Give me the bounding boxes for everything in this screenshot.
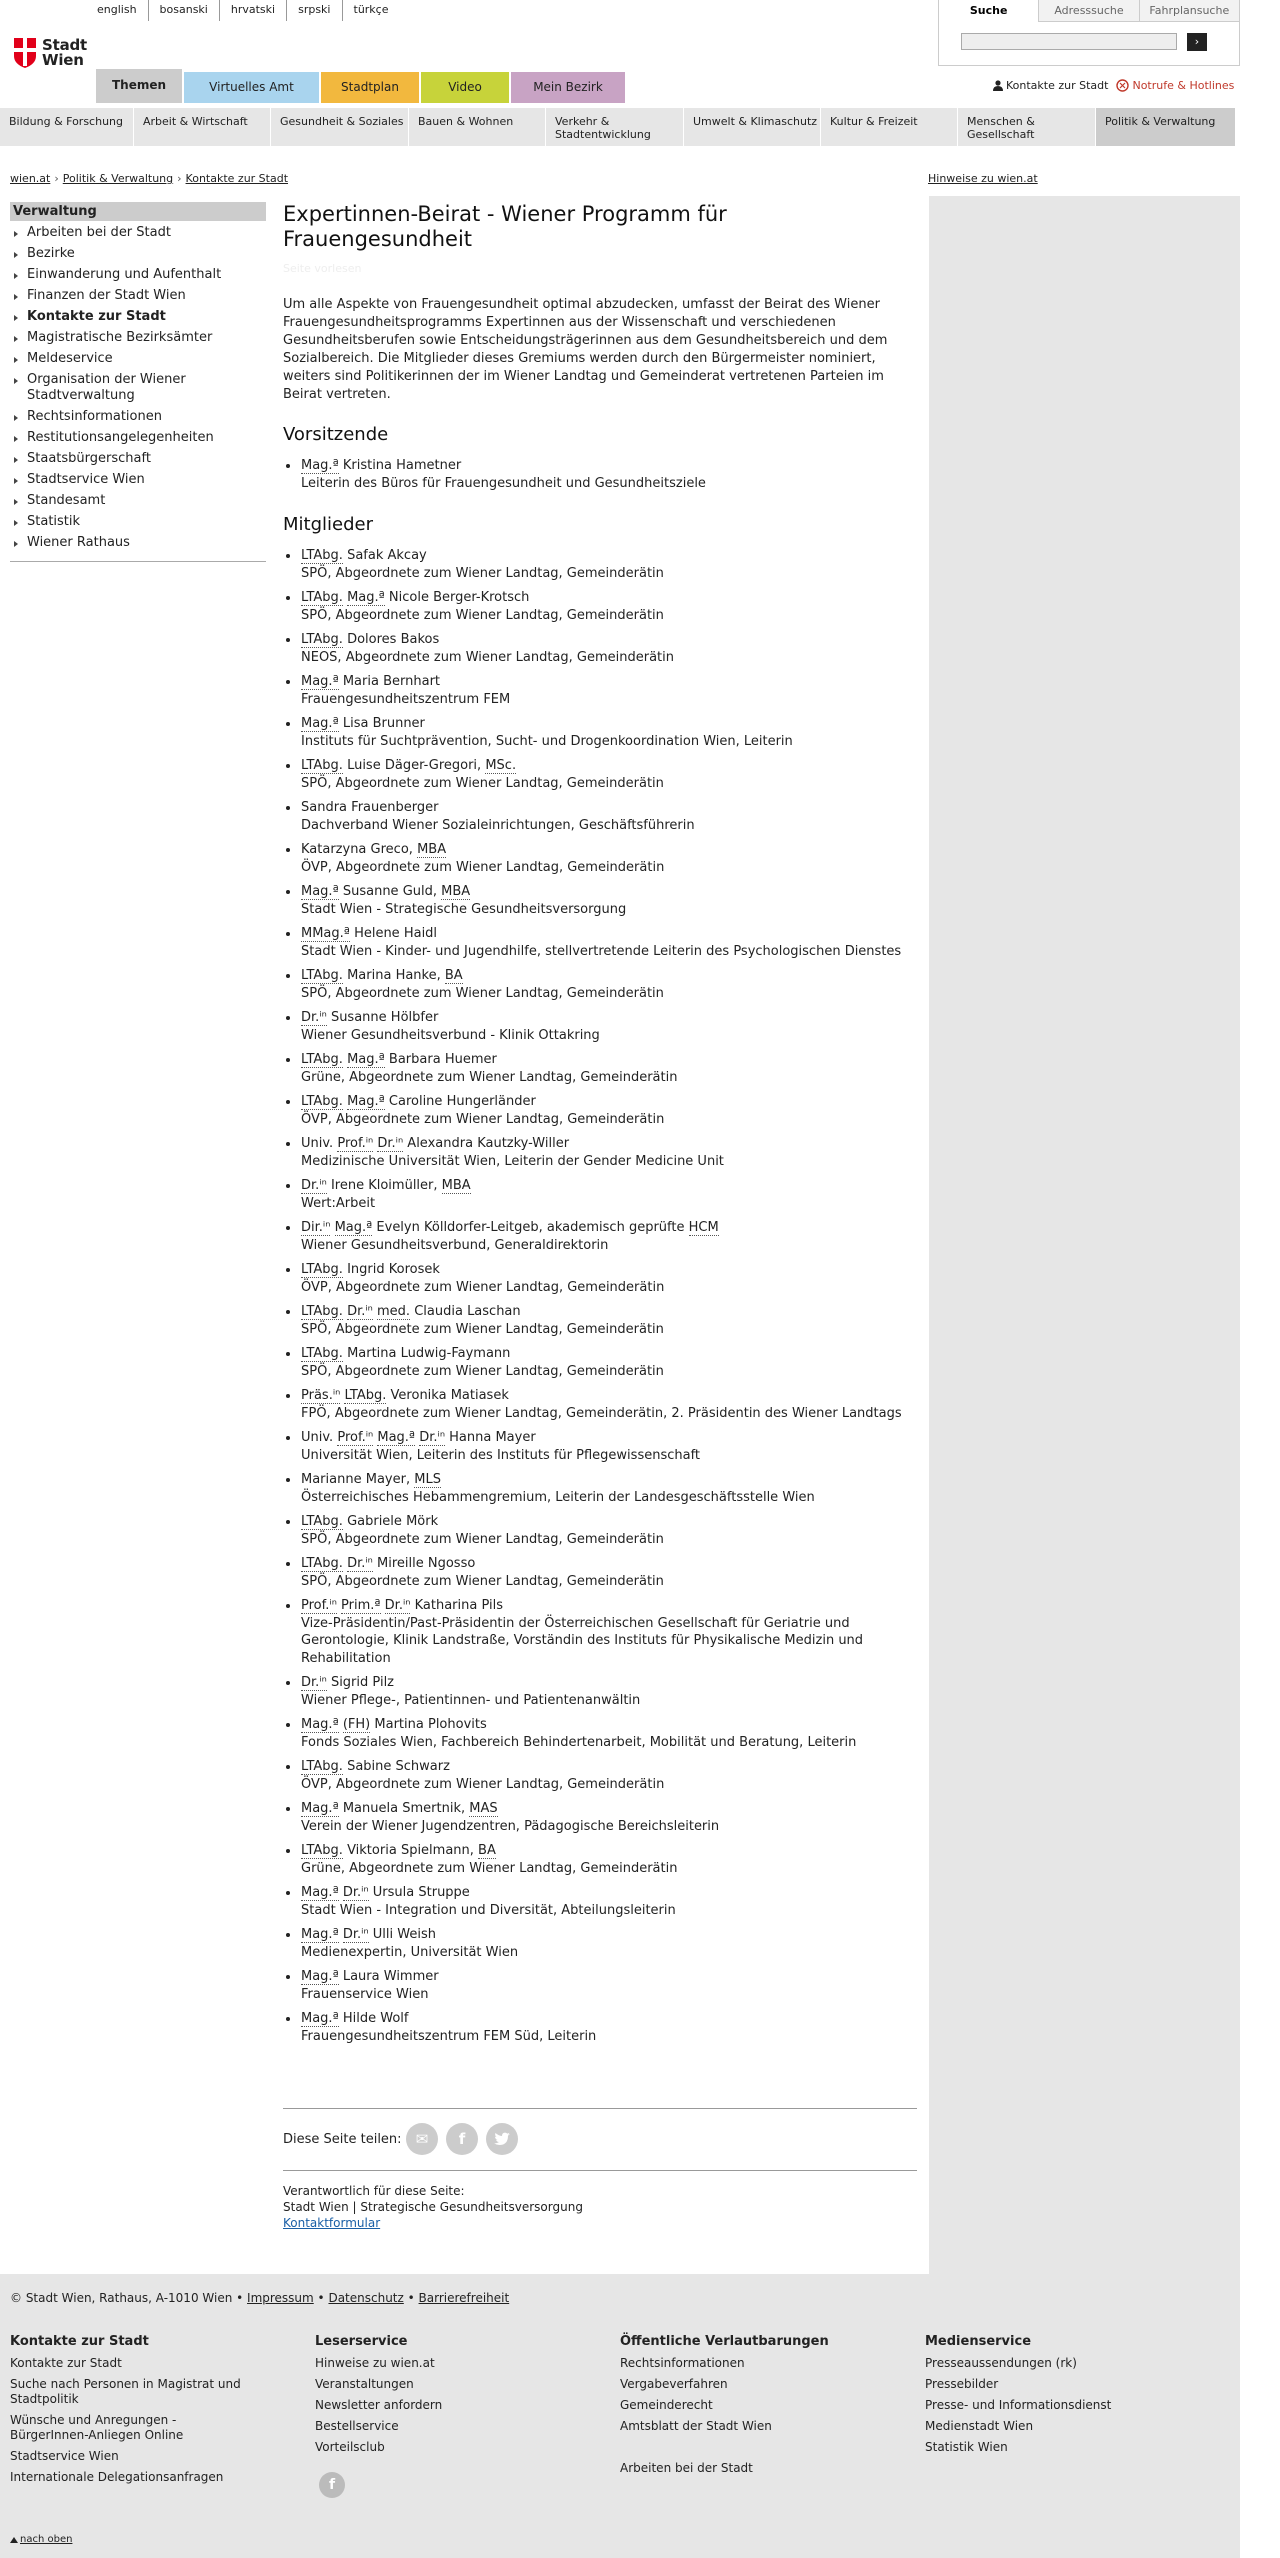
person-item xyxy=(283,1051,917,1086)
person-role: SPÖ, Abgeordnete zum Wiener Landtag, Gemeinderätin xyxy=(301,1321,664,1337)
facebook-icon[interactable]: f xyxy=(319,2472,345,2498)
person-name: LTAbg. Ingrid Korosek xyxy=(301,1262,440,1277)
share-section xyxy=(283,2108,917,2168)
person-item xyxy=(283,967,917,1002)
twitter-share-icon[interactable] xyxy=(486,2123,518,2155)
person-name: Katarzyna Greco, MBA xyxy=(301,842,447,857)
footer-col-medienservice xyxy=(925,2331,1185,2461)
sidebar-item[interactable]: Finanzen der Stadt Wien xyxy=(10,286,266,307)
read-aloud-link[interactable]: Seite vorlesen xyxy=(283,262,362,275)
person-name: Mag.ª Laura Wimmer xyxy=(301,1969,439,1984)
main-content xyxy=(283,202,917,2052)
person-name: Marianne Mayer, MLS xyxy=(301,1472,441,1487)
person-name: Mag.ª Dr.ⁱⁿ Ulli Weish xyxy=(301,1927,436,1942)
footer-link[interactable]: Rechtsinformationen xyxy=(620,2356,745,2370)
hinweise-link[interactable]: Hinweise zu wien.at xyxy=(928,172,1038,185)
sidebar-nav xyxy=(10,202,266,562)
footer-link[interactable]: Presse- und Informationsdienst xyxy=(925,2398,1112,2412)
breadcrumb-item[interactable]: Politik & Verwaltung xyxy=(62,172,174,185)
footer-col-verlautbarungen xyxy=(620,2331,880,2482)
arrow-up-icon xyxy=(10,2537,18,2543)
person-name: LTAbg. Mag.ª Nicole Berger-Krotsch xyxy=(301,590,530,605)
back-to-top-link[interactable] xyxy=(10,2534,72,2545)
tab-video[interactable]: Video xyxy=(421,72,509,103)
person-item xyxy=(283,841,917,876)
vienna-shield-icon xyxy=(14,38,36,68)
person-icon xyxy=(993,80,1003,91)
person-item xyxy=(283,589,917,624)
responsible-value: Stadt Wien | Strategische Gesundheitsversorgung xyxy=(283,2200,583,2214)
person-name: Mag.ª Manuela Smertnik, MAS xyxy=(301,1801,498,1816)
top-links xyxy=(985,79,1234,92)
person-item xyxy=(283,1716,917,1751)
person-role: SPÖ, Abgeordnete zum Wiener Landtag, Gemeinderätin xyxy=(301,775,664,791)
person-role: Medienexpertin, Universität Wien xyxy=(301,1944,519,1960)
person-item xyxy=(283,1261,917,1296)
tab-stadtplan[interactable]: Stadtplan xyxy=(321,72,419,103)
person-item xyxy=(283,1135,917,1170)
person-role: SPÖ, Abgeordnete zum Wiener Landtag, Gemeinderätin xyxy=(301,607,664,623)
category-politik[interactable]: Politik & Verwaltung xyxy=(1096,108,1236,146)
person-role: ÖVP, Abgeordnete zum Wiener Landtag, Gemeinderätin xyxy=(301,1776,665,1792)
sidebar-item[interactable]: Kontakte zur Stadt xyxy=(10,307,266,328)
tab-virtuelles-amt[interactable]: Virtuelles Amt xyxy=(184,72,319,103)
person-role: Stadt Wien - Kinder- und Jugendhilfe, stellvertretende Leiterin des Psychologischen Dienstes xyxy=(301,943,902,959)
footer-link[interactable]: Newsletter anfordern xyxy=(315,2398,443,2412)
category-arbeit[interactable]: Arbeit & Wirtschaft xyxy=(134,108,271,146)
person-name: LTAbg. Dr.ⁱⁿ Mireille Ngosso xyxy=(301,1556,476,1571)
person-name: LTAbg. Luise Däger-Gregori, MSc. xyxy=(301,758,517,773)
person-name: Prof.ⁱⁿ Prim.ª Dr.ⁱⁿ Katharina Pils xyxy=(301,1598,504,1613)
person-name: LTAbg. Sabine Schwarz xyxy=(301,1759,450,1774)
footer-link[interactable]: Arbeiten bei der Stadt xyxy=(620,2461,753,2475)
category-menschen[interactable]: Menschen & Gesellschaft xyxy=(958,108,1096,146)
facebook-share-icon[interactable]: f xyxy=(446,2123,478,2155)
person-item xyxy=(283,457,917,492)
person-role: Fonds Soziales Wien, Fachbereich Behindertenarbeit, Mobilität und Beratung, Leiterin xyxy=(301,1734,857,1750)
sidebar-item[interactable]: Statistik xyxy=(10,512,266,533)
category-nav xyxy=(0,108,1236,146)
copyright-text: © Stadt Wien, Rathaus, A-1010 Wien • xyxy=(10,2291,244,2305)
category-gesundheit[interactable]: Gesundheit & Soziales xyxy=(271,108,409,146)
sidebar-item[interactable]: Standesamt xyxy=(10,491,266,512)
footer-col-title: Leserservice xyxy=(315,2334,408,2349)
person-name: LTAbg. Gabriele Mörk xyxy=(301,1514,439,1529)
person-name: LTAbg. Mag.ª Caroline Hungerländer xyxy=(301,1094,536,1109)
footer-link[interactable]: Vergabeverfahren xyxy=(620,2377,728,2391)
sidebar-item[interactable]: Meldeservice xyxy=(10,349,266,370)
sidebar-item[interactable]: Stadtservice Wien xyxy=(10,470,266,491)
sidebar-item[interactable]: Arbeiten bei der Stadt xyxy=(10,223,266,244)
footer-link[interactable]: Kontakte zur Stadt xyxy=(10,2356,122,2370)
person-name: Univ. Prof.ⁱⁿ Dr.ⁱⁿ Alexandra Kautzky-Willer xyxy=(301,1136,570,1151)
category-bildung[interactable]: Bildung & Forschung xyxy=(0,108,134,146)
person-role: FPÖ, Abgeordnete zum Wiener Landtag, Gemeinderätin, 2. Präsidentin des Wiener Landtags xyxy=(301,1405,902,1421)
person-role: Stadt Wien - Strategische Gesundheitsversorgung xyxy=(301,901,627,917)
sidebar-item[interactable]: Magistratische Bezirksämter xyxy=(10,328,266,349)
barrierefreiheit-link[interactable]: Barrierefreiheit xyxy=(418,2291,510,2305)
person-role: SPÖ, Abgeordnete zum Wiener Landtag, Gemeinderätin xyxy=(301,1573,664,1589)
person-item xyxy=(283,1555,917,1590)
footer-link[interactable]: Presseaussendungen (rk) xyxy=(925,2356,1077,2370)
person-name: LTAbg. Dr.ⁱⁿ med. Claudia Laschan xyxy=(301,1304,521,1319)
footer-link[interactable]: Gemeinderecht xyxy=(620,2398,713,2412)
person-name: Sandra Frauenberger xyxy=(301,800,439,815)
vorsitz-heading: Vorsitzende xyxy=(283,424,389,445)
tab-mein-bezirk[interactable]: Mein Bezirk xyxy=(511,72,625,103)
sidebar-item[interactable]: Restitutionsangelegenheiten xyxy=(10,428,266,449)
search-input[interactable] xyxy=(961,33,1177,50)
person-role: Grüne, Abgeordnete zum Wiener Landtag, Gemeinderätin xyxy=(301,1860,678,1876)
person-name: Dr.ⁱⁿ Irene Kloimüller, MBA xyxy=(301,1178,471,1193)
logo-text-line2: Wien xyxy=(42,51,84,69)
person-role: Frauenservice Wien xyxy=(301,1986,429,2002)
person-role: ÖVP, Abgeordnete zum Wiener Landtag, Gemeinderätin xyxy=(301,859,665,875)
person-item xyxy=(283,1968,917,2003)
person-name: Mag.ª Dr.ⁱⁿ Ursula Struppe xyxy=(301,1885,470,1900)
person-name: Univ. Prof.ⁱⁿ Mag.ª Dr.ⁱⁿ Hanna Mayer xyxy=(301,1430,536,1445)
mitglieder-list xyxy=(283,547,917,2045)
breadcrumb xyxy=(10,172,288,185)
person-name: Dr.ⁱⁿ Susanne Hölbfer xyxy=(301,1010,439,1025)
footer-link[interactable]: Internationale Delegationsanfragen xyxy=(10,2470,224,2484)
notrufe-link[interactable] xyxy=(1116,79,1234,92)
person-role: Verein der Wiener Jugendzentren, Pädagogische Bereichsleiterin xyxy=(301,1818,720,1834)
footer-col-title: Medienservice xyxy=(925,2334,1032,2349)
footer-col-leserservice xyxy=(315,2331,555,2461)
footer-link xyxy=(620,2440,880,2455)
person-name: LTAbg. Mag.ª Barbara Huemer xyxy=(301,1052,497,1067)
person-item xyxy=(283,1758,917,1793)
search-tab-fahrplansuche[interactable]: Fahrplansuche xyxy=(1139,0,1239,22)
breadcrumb-item[interactable]: wien.at xyxy=(10,172,51,185)
person-item xyxy=(283,1387,917,1422)
intro-text: Um alle Aspekte von Frauengesundheit optimal abzudecken, umfasst der Beirat des Wiener Frauengesundheitsprogramms Expertinnen aus der Wissenschaft und verschiedenen Gesundheitsberufen sowie Entscheidungsträgerinnen aus dem Gesundheitsbereich und dem Sozialbereich. Die Mitglieder dieses Gremiums werden durch den Bürgermeister nominiert, weiters sind Politikerinnen der im Wiener Landtag und Gemeinderat vertretenen Parteien im Beirat vertreten. xyxy=(283,297,888,402)
sidebar-item[interactable]: Bezirke xyxy=(10,244,266,265)
person-item xyxy=(283,1219,917,1254)
person-name: LTAbg. Safak Akcay xyxy=(301,548,427,563)
person-role: SPÖ, Abgeordnete zum Wiener Landtag, Gemeinderätin xyxy=(301,565,664,581)
vorsitz-list xyxy=(283,457,917,492)
person-role: Instituts für Suchtprävention, Sucht- und Drogenkoordination Wien, Leiterin xyxy=(301,733,793,749)
sidebar-item[interactable]: Wiener Rathaus xyxy=(10,533,266,554)
chevron-right-icon: › xyxy=(54,172,59,185)
footer-link[interactable]: Medienstadt Wien xyxy=(925,2419,1034,2433)
footer-link[interactable]: Statistik Wien xyxy=(925,2440,1008,2454)
footer-link[interactable]: Hinweise zu wien.at xyxy=(315,2356,435,2370)
lang-link[interactable]: bosanski xyxy=(149,0,220,21)
footer-link[interactable]: Stadtservice Wien xyxy=(10,2449,119,2463)
page-title: Expertinnen-Beirat - Wiener Programm für Frauengesundheit xyxy=(283,202,727,251)
person-role: Medizinische Universität Wien, Leiterin der Gender Medicine Unit xyxy=(301,1153,724,1169)
sidebar-item[interactable]: Einwanderung und Aufenthalt xyxy=(10,265,266,286)
person-item xyxy=(283,1884,917,1919)
sidebar-item[interactable]: Organisation der Wiener Stadtverwaltung xyxy=(10,370,266,407)
person-name: Dir.ⁱⁿ Mag.ª Evelyn Kölldorfer-Leitgeb, akademisch geprüfte HCM xyxy=(301,1220,719,1235)
person-item xyxy=(283,1345,917,1380)
person-role: Wiener Pflege-, Patientinnen- und Patientenanwältin xyxy=(301,1692,641,1708)
footer-col-title: Öffentliche Verlautbarungen xyxy=(620,2334,829,2349)
search-tab-adresssuche[interactable]: Adresssuche xyxy=(1038,0,1138,22)
datenschutz-link[interactable]: Datenschutz xyxy=(328,2291,404,2305)
person-role: NEOS, Abgeordnete zum Wiener Landtag, Gemeinderätin xyxy=(301,649,674,665)
search-box xyxy=(938,0,1240,66)
person-role: SPÖ, Abgeordnete zum Wiener Landtag, Gemeinderätin xyxy=(301,1363,664,1379)
person-item xyxy=(283,1800,917,1835)
footer-copyright: © Stadt Wien, Rathaus, A-1010 Wien • Impressum • Datenschutz • Barrierefreiheit xyxy=(10,2291,510,2305)
footer-link[interactable]: Vorteilsclub xyxy=(315,2440,385,2454)
person-name: MMag.ª Helene Haidl xyxy=(301,926,438,941)
back-to-top-label: nach oben xyxy=(20,2534,73,2545)
person-role: Universität Wien, Leiterin des Instituts für Pflegewissenschaft xyxy=(301,1447,701,1463)
person-role: Leiterin des Büros für Frauengesundheit und Gesundheitsziele xyxy=(301,475,706,491)
person-name: Mag.ª Susanne Guld, MBA xyxy=(301,884,471,899)
person-item xyxy=(283,631,917,666)
lang-link[interactable]: english xyxy=(86,0,149,21)
person-item xyxy=(283,1674,917,1709)
person-item xyxy=(283,673,917,708)
person-item xyxy=(283,1471,917,1506)
footer xyxy=(0,2274,1240,2558)
person-role: Stadt Wien - Integration und Diversität, Abteilungsleiterin xyxy=(301,1902,676,1918)
sidebar-item[interactable]: Rechtsinformationen xyxy=(10,407,266,428)
person-name: LTAbg. Marina Hanke, BA xyxy=(301,968,463,983)
share-label: Diese Seite teilen: xyxy=(283,2132,402,2147)
kontakte-link[interactable] xyxy=(993,79,1108,92)
person-item xyxy=(283,547,917,582)
person-name: Mag.ª Maria Bernhart xyxy=(301,674,441,689)
kontaktformular-link[interactable]: Kontaktformular xyxy=(283,2216,381,2230)
person-item xyxy=(283,1597,917,1667)
person-role: ÖVP, Abgeordnete zum Wiener Landtag, Gemeinderätin xyxy=(301,1279,665,1295)
lang-link[interactable]: srpski xyxy=(287,0,342,21)
person-name: Präs.ⁱⁿ LTAbg. Veronika Matiasek xyxy=(301,1388,509,1403)
person-item xyxy=(283,1429,917,1464)
person-role: Dachverband Wiener Sozialeinrichtungen, Geschäftsführerin xyxy=(301,817,695,833)
footer-link[interactable]: Pressebilder xyxy=(925,2377,999,2391)
notrufe-link-label: Notrufe & Hotlines xyxy=(1132,79,1235,92)
sidebar-item[interactable]: Staatsbürgerschaft xyxy=(10,449,266,470)
breadcrumb-item[interactable]: Kontakte zur Stadt xyxy=(185,172,289,185)
sidebar-list xyxy=(10,221,266,554)
category-kultur[interactable]: Kultur & Freizeit xyxy=(821,108,958,146)
person-name: Mag.ª (FH) Martina Plohovits xyxy=(301,1717,487,1732)
chevron-right-icon: › xyxy=(177,172,182,185)
logo-text-line1: Stadt xyxy=(42,36,88,54)
footer-col-title: Kontakte zur Stadt xyxy=(10,2334,149,2349)
person-item xyxy=(283,757,917,792)
category-verkehr[interactable]: Verkehr & Stadtentwicklung xyxy=(546,108,684,146)
emergency-icon xyxy=(1116,79,1129,92)
person-name: Mag.ª Hilde Wolf xyxy=(301,2011,409,2026)
sidebar-title: Verwaltung xyxy=(10,202,266,221)
sidebar-divider xyxy=(10,561,266,562)
person-item xyxy=(283,1177,917,1212)
footer-link[interactable]: Veranstaltungen xyxy=(315,2377,414,2391)
person-item xyxy=(283,883,917,918)
person-role: Österreichisches Hebammengremium, Leiterin der Landesgeschäftsstelle Wien xyxy=(301,1489,815,1505)
stadt-wien-logo[interactable] xyxy=(14,38,87,68)
person-item xyxy=(283,925,917,960)
person-role: Grüne, Abgeordnete zum Wiener Landtag, Gemeinderätin xyxy=(301,1069,678,1085)
person-name: Dr.ⁱⁿ Sigrid Pilz xyxy=(301,1675,395,1690)
main-tabs xyxy=(96,72,625,103)
footer-link[interactable]: Amtsblatt der Stadt Wien xyxy=(620,2419,772,2433)
person-role: Vize-Präsidentin/Past-Präsidentin der Österreichischen Gesellschaft für Geriatrie und Gerontologie, Klinik Landstraße, Vorständin des Instituts für Physikalische Medizin und Rehabilitation xyxy=(301,1615,864,1666)
email-share-icon[interactable]: ✉ xyxy=(406,2123,438,2155)
footer-col-kontakte xyxy=(10,2331,250,2491)
person-role: Frauengesundheitszentrum FEM xyxy=(301,691,511,707)
person-item xyxy=(283,1842,917,1877)
right-column xyxy=(929,196,1240,2274)
tab-themen[interactable]: Themen xyxy=(96,69,182,103)
responsible-section xyxy=(283,2170,917,2231)
person-name: Mag.ª Lisa Brunner xyxy=(301,716,425,731)
person-name: LTAbg. Martina Ludwig-Faymann xyxy=(301,1346,511,1361)
person-item xyxy=(283,1009,917,1044)
person-role: Frauengesundheitszentrum FEM Süd, Leiterin xyxy=(301,2028,597,2044)
person-item xyxy=(283,1513,917,1548)
person-role: Wiener Gesundheitsverbund - Klinik Ottakring xyxy=(301,1027,600,1043)
person-item xyxy=(283,2010,917,2045)
category-bauen[interactable]: Bauen & Wohnen xyxy=(409,108,546,146)
person-role: ÖVP, Abgeordnete zum Wiener Landtag, Gemeinderätin xyxy=(301,1111,665,1127)
person-role: Wert:Arbeit xyxy=(301,1195,376,1211)
language-bar xyxy=(86,0,400,21)
category-umwelt[interactable]: Umwelt & Klimaschutz xyxy=(684,108,821,146)
footer-link[interactable]: Bestellservice xyxy=(315,2419,399,2433)
person-role: SPÖ, Abgeordnete zum Wiener Landtag, Gemeinderätin xyxy=(301,1531,664,1547)
mitglieder-heading: Mitglieder xyxy=(283,514,373,535)
person-role: Wiener Gesundheitsverbund, Generaldirektorin xyxy=(301,1237,609,1253)
person-item xyxy=(283,1303,917,1338)
person-item xyxy=(283,715,917,750)
person-role: SPÖ, Abgeordnete zum Wiener Landtag, Gemeinderätin xyxy=(301,985,664,1001)
person-name: Mag.ª Kristina Hametner xyxy=(301,458,462,473)
lang-link[interactable]: hrvatski xyxy=(220,0,287,21)
search-submit-button[interactable]: › xyxy=(1187,33,1207,51)
person-name: LTAbg. Dolores Bakos xyxy=(301,632,440,647)
responsible-label: Verantwortlich für diese Seite: xyxy=(283,2184,465,2198)
footer-link[interactable]: Suche nach Personen in Magistrat und Stadtpolitik xyxy=(10,2377,241,2406)
person-item xyxy=(283,1926,917,1961)
footer-link[interactable]: Wünsche und Anregungen - BürgerInnen-Anliegen Online xyxy=(10,2413,184,2442)
lang-link[interactable]: türkçe xyxy=(353,3,389,16)
person-item xyxy=(283,1093,917,1128)
person-item xyxy=(283,799,917,834)
search-tab-suche[interactable]: Suche xyxy=(939,0,1038,22)
person-name: LTAbg. Viktoria Spielmann, BA xyxy=(301,1843,496,1858)
impressum-link[interactable]: Impressum xyxy=(247,2291,314,2305)
kontakte-link-label: Kontakte zur Stadt xyxy=(1006,79,1109,92)
